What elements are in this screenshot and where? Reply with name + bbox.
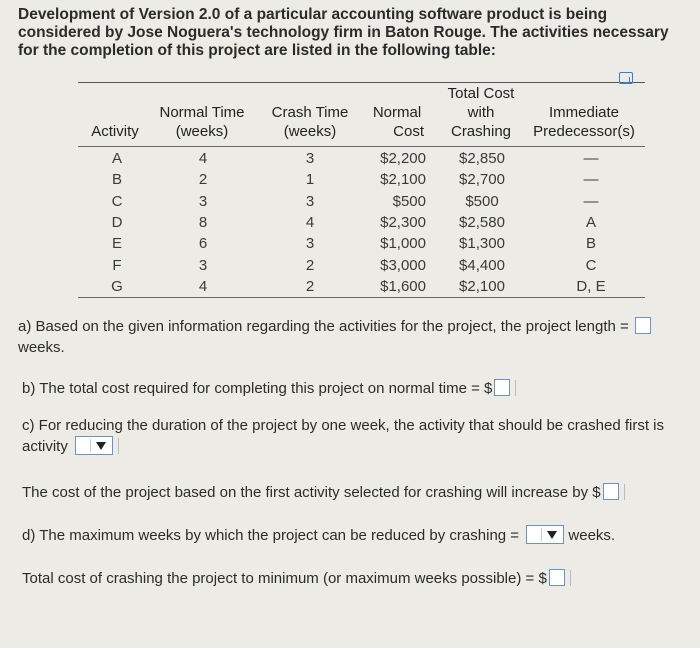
question-c2-text: The cost of the project based on the first activity selected for crashing will increase by $ xyxy=(22,484,601,501)
header-crash-time-line1: Crash Time xyxy=(271,104,349,121)
header-normal-cost-line2: Cost xyxy=(393,123,424,140)
table-bottom-rule xyxy=(78,297,645,298)
question-c xyxy=(22,415,682,457)
cell-normal-time: 4 xyxy=(198,150,208,167)
table-row xyxy=(78,233,645,254)
cell-activity: C xyxy=(111,192,123,210)
question-a-suffix: weeks. xyxy=(18,339,65,356)
cell-total-cost: $2,100 xyxy=(459,277,505,295)
cell-crash-time: 3 xyxy=(305,150,315,167)
problem-intro: Development of Version 2.0 of a particular accounting software product is being considered by Jose Noguera's technology firm in Baton Rouge. The activities necessary for the completion of this project are listed in the following table: xyxy=(18,6,669,59)
header-activity xyxy=(84,122,146,141)
cell-predecessor: A xyxy=(585,213,596,231)
table-row xyxy=(78,276,645,297)
cell-normal-cost: $1,000 xyxy=(380,235,426,253)
question-d-text: d) The maximum weeks by which the project can be reduced by crashing = xyxy=(22,527,520,544)
cell-predecessor: — xyxy=(583,171,599,189)
cell-crash-time: 1 xyxy=(305,171,315,189)
cell-normal-time: 6 xyxy=(198,235,208,253)
header-normal-cost xyxy=(364,103,430,141)
cell-activity: B xyxy=(111,171,122,189)
cell-crash-time: 3 xyxy=(305,235,315,253)
header-total-cost-line1: Total Cost xyxy=(447,85,515,102)
header-crash-time xyxy=(264,103,356,141)
input-hint-mark xyxy=(565,570,571,586)
header-normal-cost-line1: Normal xyxy=(372,104,422,121)
cell-predecessor: — xyxy=(583,150,599,167)
cell-normal-cost: $500 xyxy=(392,192,426,210)
project-length-input[interactable] xyxy=(635,317,651,334)
cell-normal-cost: $2,200 xyxy=(380,150,426,167)
cell-activity: A xyxy=(111,150,122,167)
cell-total-cost: $4,400 xyxy=(459,256,505,274)
header-rule xyxy=(78,146,645,147)
question-c2 xyxy=(22,482,625,503)
table-row xyxy=(78,191,645,212)
cell-normal-time: 8 xyxy=(198,213,208,231)
total-crash-cost-input[interactable] xyxy=(549,569,565,586)
header-normal-time xyxy=(152,103,252,141)
question-a xyxy=(18,316,688,358)
cell-activity: D xyxy=(111,213,123,231)
cell-normal-time: 2 xyxy=(198,171,208,189)
table-row xyxy=(78,148,645,169)
question-c-text: c) For reducing the duration of the project by one week, the activity that should be crashed first is xyxy=(22,417,665,434)
question-d xyxy=(22,525,615,546)
cell-total-cost: $500 xyxy=(465,192,499,210)
input-hint-mark xyxy=(510,380,516,396)
question-d-suffix: weeks. xyxy=(568,527,616,544)
cell-total-cost: $1,300 xyxy=(459,235,505,253)
question-e xyxy=(22,568,571,589)
select-separator xyxy=(541,528,542,541)
input-hint-mark xyxy=(619,484,625,500)
cell-activity: E xyxy=(111,235,122,253)
cell-normal-cost: $2,300 xyxy=(380,213,426,231)
table-row xyxy=(78,169,645,190)
cell-crash-time: 4 xyxy=(305,213,315,231)
cell-predecessor: D, E xyxy=(576,277,606,295)
header-predecessor-line2: Predecessor(s) xyxy=(533,123,635,140)
cell-total-cost: $2,850 xyxy=(459,150,505,167)
cell-predecessor: C xyxy=(585,256,597,274)
cell-normal-cost: $3,000 xyxy=(380,256,426,274)
dropdown-arrow-icon xyxy=(96,442,106,450)
question-a-text: a) Based on the given information regarding the activities for the project, the project length = xyxy=(18,318,629,335)
header-predecessor-line1: Immediate xyxy=(548,104,620,121)
cell-total-cost: $2,580 xyxy=(459,213,505,231)
cell-predecessor: — xyxy=(583,192,599,210)
cell-normal-time: 3 xyxy=(198,192,208,210)
cell-normal-cost: $2,100 xyxy=(380,171,426,189)
question-b xyxy=(22,378,516,399)
header-total-cost xyxy=(438,84,524,141)
input-hint-mark xyxy=(113,438,119,454)
header-activity-label: Activity xyxy=(91,123,139,140)
table-row xyxy=(78,212,645,233)
header-normal-time-line1: Normal Time xyxy=(159,104,245,121)
select-separator xyxy=(90,439,91,452)
dropdown-arrow-icon xyxy=(547,531,557,539)
cell-crash-time: 2 xyxy=(305,277,315,295)
question-b-text: b) The total cost required for completing this project on normal time = $ xyxy=(22,380,493,397)
max-weeks-select[interactable] xyxy=(526,525,564,544)
cell-normal-time: 4 xyxy=(198,277,208,295)
cell-total-cost: $2,700 xyxy=(459,171,505,189)
cell-normal-time: 3 xyxy=(198,256,208,274)
cell-activity: F xyxy=(112,256,122,274)
normal-time-cost-input[interactable] xyxy=(494,379,510,396)
header-total-cost-line3: Crashing xyxy=(450,123,512,140)
cell-crash-time: 3 xyxy=(305,192,315,210)
cell-activity: G xyxy=(111,277,123,295)
crash-activity-select[interactable] xyxy=(75,436,113,455)
copy-icon[interactable] xyxy=(619,72,633,84)
cell-predecessor: B xyxy=(585,235,596,253)
header-normal-time-line2: (weeks) xyxy=(175,123,229,140)
header-total-cost-line2: with xyxy=(467,104,495,121)
cell-normal-cost: $1,600 xyxy=(380,277,426,295)
header-predecessor xyxy=(524,103,644,141)
header-crash-time-line2: (weeks) xyxy=(283,123,337,140)
question-e-text: Total cost of crashing the project to minimum (or maximum weeks possible) = $ xyxy=(22,570,547,587)
cost-increase-input[interactable] xyxy=(603,483,619,500)
table-row xyxy=(78,255,645,276)
cell-crash-time: 2 xyxy=(305,256,315,274)
question-c-prefix: activity xyxy=(22,438,68,455)
table-top-rule xyxy=(78,82,645,83)
